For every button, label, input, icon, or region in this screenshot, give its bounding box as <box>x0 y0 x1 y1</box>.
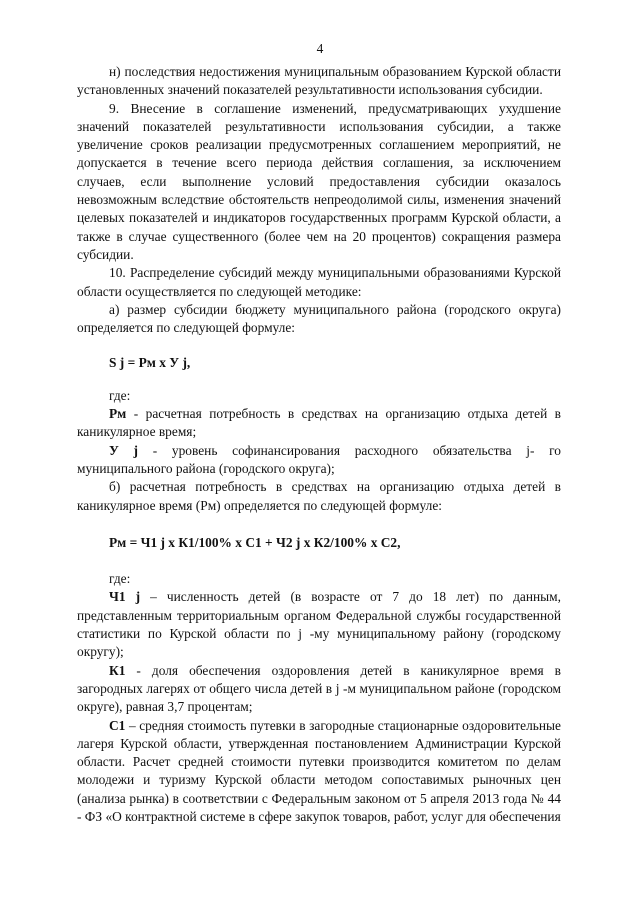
term-ch: Ч1 j <box>109 589 141 605</box>
definition-ch <box>77 588 561 661</box>
paragraph-a: а) размер субсидии бюджету муниципального района (городского округа) определяется по следующей формуле: <box>77 301 561 336</box>
definition-ch-text: – численность детей (в возрасте от 7 до 18 лет) по данным, представленным территориальным органом Федеральной службы государственной статистики по Курской области по j -му муниципальному району (городскому округу); <box>77 589 561 660</box>
definition-u <box>77 442 561 479</box>
definition-k <box>77 662 561 717</box>
where-label-2: где: <box>109 571 131 587</box>
definition-c <box>77 717 561 827</box>
term-u: У j <box>109 442 138 458</box>
paragraph-10: 10. Распределение субсидий между муниципальными образованиями Курской области осуществляется по следующей методике: <box>77 265 561 299</box>
term-c: С1 <box>109 717 126 733</box>
paragraph-n: н) последствия недостижения муниципальным образованием Курской области установленных значений показателей результативности использования субсидии. <box>77 64 561 98</box>
formula-need: Pм = Ч1 j x К1/100% x С1 + Ч2 j x К2/100% x С2, <box>109 534 401 550</box>
term-k: К1 <box>109 662 126 678</box>
paragraph-9: 9. Внесение в соглашение изменений, предусматривающих ухудшение значений показателей результативности использования субсидии, а также увеличение сроков реализации предусмотренных соглашением мероприятий, не допускается в течение всего периода действия соглашения, за исключением случаев, если выполнение условий предоставления субсидии оказалось невозможным вследствие обстоятельств непреодолимой силы, изменения значений целевых показателей и индикаторов государственных программ Курской области, а также в случае существенного (более чем на 20 процентов) сокращения размера субсидии. <box>77 100 561 262</box>
term-pm: Pм <box>109 406 127 422</box>
definition-u-text: - уровень софинансирования расходного обязательства j- го муниципального района (городского округа); <box>77 442 561 476</box>
definition-k-text: - доля обеспечения оздоровления детей в каникулярное время в загородных лагерях от общего числа детей в j -м муниципальном районе (городском округе), равная 3,7 процентам; <box>77 662 561 715</box>
page-number: 4 <box>316 41 324 56</box>
where-label-1: где: <box>109 387 131 403</box>
definition-pm-text: - расчетная потребность в средствах на организацию отдыха детей в каникулярное время; <box>77 406 561 440</box>
definition-pm <box>77 405 561 442</box>
formula-subsidy: S j = Pм x У j, <box>109 355 191 371</box>
definition-c-text: – средняя стоимость путевки в загородные стационарные оздоровительные лагеря Курской области, утвержденная постановлением Администрации Курской области. Расчет средней стоимости путевки производится комитетом по делам молодежи и туризму Курской области методом сопоставимых рыночных цен (анализа рынка) в соответствии с Федеральным законом от 5 апреля 2013 года № 44 - ФЗ «О контрактной системе в сфере закупок товаров, работ, услуг для обеспечения <box>77 717 561 824</box>
paragraph-b: б) расчетная потребность в средствах на организацию отдыха детей в каникулярное время (Pм) определяется по следующей формуле: <box>77 479 561 513</box>
document-body <box>77 63 561 826</box>
